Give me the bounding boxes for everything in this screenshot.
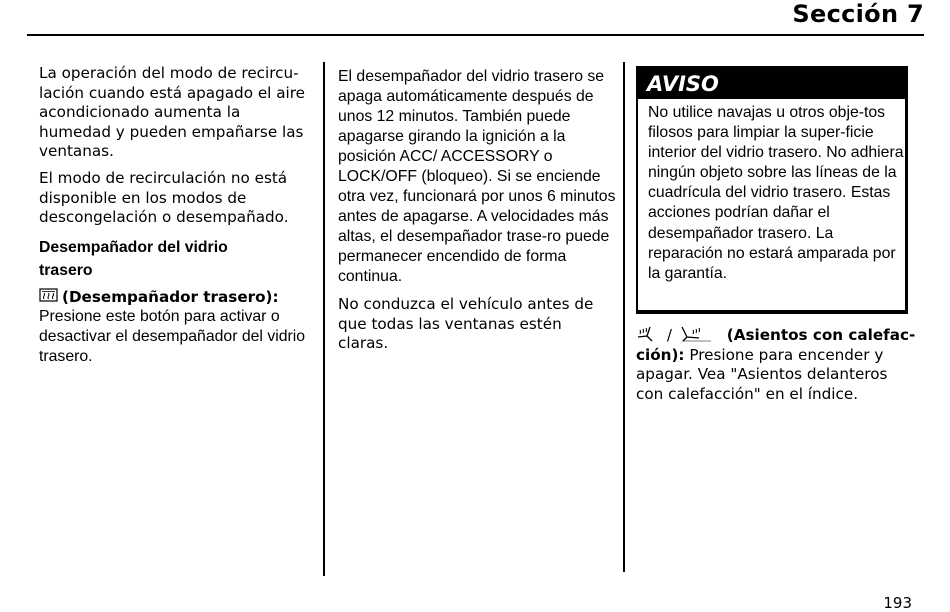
- rear-defroster-description: Presione este botón para activar o desactivar el desempañador del vidrio trasero.: [39, 308, 306, 366]
- rear-defroster-label-line: [39, 288, 319, 308]
- recirculation-unavailable-paragraph: El modo de recirculación no está disponible en los modos de descongelación o desempañado.: [39, 168, 289, 227]
- defroster-auto-off-paragraph: El desempañador del vidrio trasero se apaga automáticamente después de unos 12 minutos. También puede apagarse girando la ignición a la posición ACC/ ACCESSORY o LOCK/OFF (bloqueo). Si se enciende otra vez, funcionará por unos 6 minutos antes de apagarse. A velocidades más altas, el desempañador trase-ro puede permanecer encendido de forma continua.: [338, 68, 616, 285]
- heated-seat-driver-icon: [636, 326, 660, 342]
- header-rule: [27, 34, 924, 36]
- rear-defroster-heading-line1: Desempañador del vidrio: [39, 238, 228, 256]
- column-divider-right: [623, 62, 625, 572]
- middle-column: [338, 67, 620, 354]
- recirculation-paragraph: La operación del modo de recircu-lación cuando está apagado el aire acondicionado aumenta la humedad y pueden empañarse las ventanas.: [39, 64, 305, 161]
- rear-defroster-icon: [39, 288, 58, 303]
- warning-box: [636, 66, 908, 314]
- heated-seat-separator: /: [666, 326, 672, 344]
- section-title: Sección 7: [792, 0, 924, 28]
- warning-text: No utilice navajas u otros obje-tos filosos para limpiar la super-ficie interior del vidrio trasero. No adhiera ningún objeto sobre las líneas de la cuadrícula del vidrio trasero. Estas acciones podrían dañar el desempañador trasero. La reparación no estará amparada por la garantía.: [648, 104, 904, 282]
- heated-seats-paragraph: [636, 326, 916, 404]
- rear-defroster-heading-line2: trasero: [39, 261, 93, 279]
- column-divider-left: [323, 62, 325, 576]
- left-column: [39, 64, 319, 367]
- page-number: 193: [883, 594, 912, 612]
- rear-defroster-label: (Desempañador trasero):: [62, 287, 279, 306]
- warning-title: AVISO: [638, 68, 905, 99]
- heated-seat-passenger-icon: [679, 326, 713, 342]
- heated-seats-text: [636, 326, 916, 404]
- heated-seats-description: Presione para encender y apagar. Vea "Asientos delanteros con calefacción" en el índice.: [636, 345, 888, 403]
- rear-defroster-heading: [39, 236, 319, 282]
- heated-seats-label: (Asientos con calefac-ción):: [636, 326, 916, 364]
- clear-windows-paragraph: No conduzca el vehículo antes de que todas las ventanas estén claras.: [338, 295, 594, 353]
